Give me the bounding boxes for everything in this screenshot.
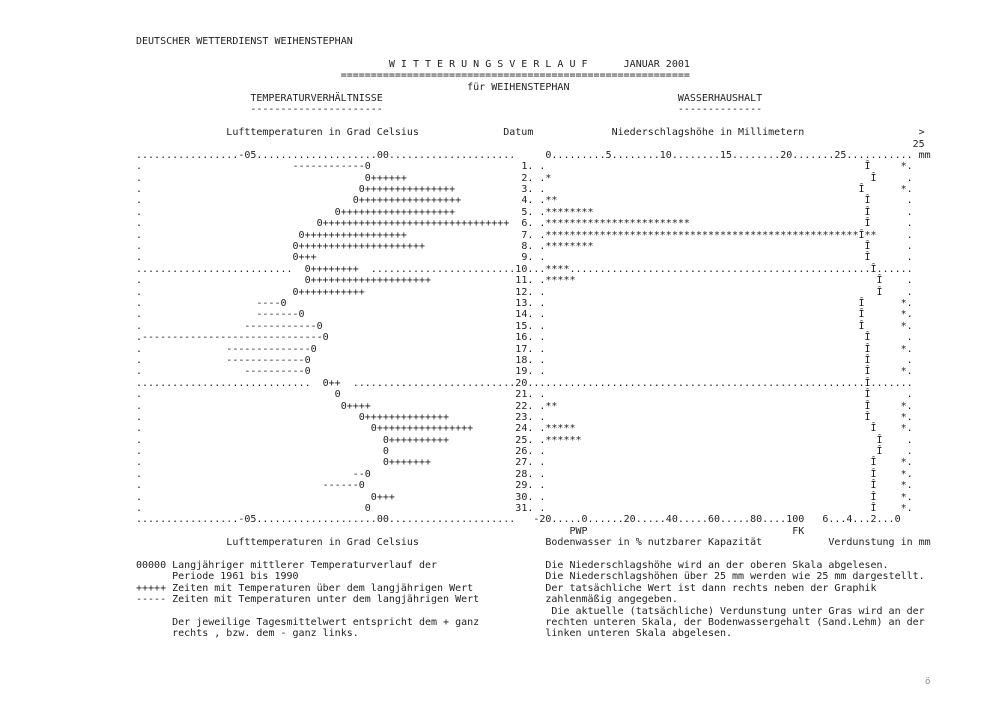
day-row-30: . 0+++ 30. . Î *. [136, 491, 913, 503]
day-row-17: . --------------0 17. . Î *. [136, 343, 913, 355]
chart-days [136, 161, 913, 514]
precip-axis-label: Niederschlagshöhe in Millimetern [611, 127, 805, 139]
day-row-16: .------------------------------0 16. . Î . [136, 332, 913, 344]
temp-scale-top: .................-05....................00..................... [136, 149, 516, 161]
day-row-27: . 0+++++++ 27. . Î *. [136, 457, 913, 469]
day-row-26: . 0 26. . Î . [136, 446, 913, 458]
header-line-title [136, 59, 913, 70]
day-row-3: . 0+++++++++++++++ 3. . Î *. [136, 184, 913, 196]
header-line-location [136, 82, 913, 93]
note-line-5: Die aktuelle (tatsächliche) Verdunstung unter Gras wird an der [545, 605, 925, 617]
note-line-1: Die Niederschlagshöhe wird an der oberen Skala abgelesen. [545, 559, 889, 571]
blank-line [136, 47, 913, 58]
day-row-10: .......................... 0++++++++ ........................10...****..................................................Î...... [136, 263, 913, 275]
precip-scale-top: 0.........5........10........15........20.......25........... mm [545, 149, 931, 161]
day-row-12: . 0+++++++++++ 12. . Î . [136, 286, 913, 298]
footer-line-6 [136, 616, 925, 628]
day-row-24: . 0++++++++++++++++ 24. .***** Î *. [136, 423, 913, 435]
day-row-8: . 0+++++++++++++++++++++ 8. .******** Î . [136, 241, 913, 253]
blank-line [136, 116, 913, 127]
title-rule: ========================================================== [340, 70, 690, 82]
day-row-9: . 0+++ 9. . Î . [136, 252, 913, 264]
day-row-4: . 0+++++++++++++++++ 4. .** Î . [136, 195, 913, 207]
day-row-23: . 0++++++++++++++ 23. . Î *. [136, 411, 913, 423]
day-row-20: ............................. 0++ ...........................20........................................................Î....... [136, 377, 913, 389]
note-line-3: Der tatsächliche Wert ist dann rechts neben der Graphik [545, 582, 877, 594]
fk-label: FK [792, 525, 805, 537]
header-line-agency [136, 36, 913, 47]
footer-line-3 [136, 583, 913, 594]
section-rules-line [136, 104, 913, 115]
day-row-18: . -------------0 18. . Î . [136, 354, 913, 366]
day-row-7: . 0+++++++++++++++++ 7. .****************************************************Î** . [136, 229, 913, 241]
day-row-21: . 0 21. . Î . [136, 389, 913, 401]
legend-line-2: Periode 1961 bis 1990 [136, 571, 299, 583]
datum-label: Datum [503, 127, 534, 139]
soil-axis-caption: Bodenwasser in % nutzbarer Kapazität [545, 537, 763, 549]
report-location: für WEIHENSTEPHAN [467, 81, 570, 93]
pwp-label: PWP [569, 525, 588, 537]
footer-line-1 [136, 560, 913, 571]
section-title-water: WASSERHAUSHALT [677, 92, 763, 104]
temp-axis-label: Lufttemperaturen in Grad Celsius [226, 127, 419, 139]
legend-line-4: ----- Zeiten mit Temperaturen unter dem langjährigen Wert [136, 594, 480, 606]
bottom-scale-line [136, 514, 913, 525]
day-row-2: . 0++++++ 2. .* Î . [136, 172, 913, 184]
section-temp-rule: ---------------------- [250, 104, 383, 116]
day-row-19: . ----------0 19. . Î *. [136, 366, 913, 378]
overflow-value-line [136, 138, 925, 150]
pwp-fk-line [136, 526, 913, 537]
agency-title: DEUTSCHER WETTERDIENST WEIHENSTEPHAN [136, 36, 353, 47]
note-line-4: zahlenmäßig angegeben. [545, 594, 678, 606]
footer-line-7 [136, 628, 913, 639]
print-artifact: ö [925, 677, 931, 687]
day-row-28: . --0 28. . Î *. [136, 468, 913, 480]
day-row-31: . 0 31. . Î *. [136, 503, 913, 515]
evap-axis-caption: Verdunstung in mm [828, 537, 931, 549]
footer-line-4 [136, 594, 913, 605]
day-row-1: . ------------0 1. . Î *. [136, 161, 913, 173]
header-line-rule [136, 70, 913, 81]
note-line-6: rechten unteren Skala, der Bodenwassergehalt (Sand.Lehm) an der [545, 616, 925, 628]
blank-line [136, 549, 913, 560]
day-row-29: . ------0 29. . Î *. [136, 480, 913, 492]
report-period: JANUAR 2001 [623, 58, 690, 70]
temp-scale-bottom: .................-05....................00..................... [136, 514, 516, 526]
soil-evap-scale: -20.....0......20.....40.....60.....80....100 6...4...2...0 [533, 514, 901, 526]
overflow-value: 25 [912, 138, 925, 150]
day-row-13: . ----0 13. . Î *. [136, 297, 913, 309]
section-titles-line [136, 93, 913, 104]
day-row-14: . -------0 14. . Î *. [136, 309, 913, 321]
footer-line-5 [136, 605, 925, 617]
legend-line-7: rechts , bzw. dem - ganz links. [136, 628, 359, 640]
note-line-7: linken unteren Skala abgelesen. [545, 628, 733, 640]
top-scale-line [136, 149, 931, 161]
footer-line-2 [136, 571, 925, 583]
day-row-15: . ------------0 15. . Î *. [136, 320, 913, 332]
day-row-22: . 0++++ 22. .** Î *. [136, 400, 913, 412]
legend-line-3: +++++ Zeiten mit Temperaturen über dem langjährigen Wert [136, 582, 474, 594]
note-line-2: Die Niederschlagshöhen über 25 mm werden wie 25 mm dargestellt. [545, 571, 925, 583]
temp-axis-caption: Lufttemperaturen in Grad Celsius [226, 537, 419, 549]
section-water-rule: -------------- [677, 104, 763, 116]
legend-line-1: 00000 Langjähriger mittlerer Temperaturverlauf der [136, 559, 438, 571]
section-title-temperature: TEMPERATURVERHÄLTNISSE [250, 92, 383, 104]
day-row-6: . 0+++++++++++++++++++++++++++++++ 6. .************************ Î . [136, 218, 913, 230]
day-row-11: . 0++++++++++++++++++++ 11. .***** Î . [136, 275, 913, 287]
axis-captions-line [136, 537, 931, 549]
report-title: W I T T E R U N G S V E R L A U F [388, 58, 588, 70]
overflow-gt-label: > [918, 127, 925, 139]
day-row-25: . 0++++++++++ 25. .****** Î . [136, 434, 913, 446]
legend-line-6: Der jeweilige Tagesmittelwert entspricht dem + ganz [136, 616, 480, 628]
day-row-5: . 0+++++++++++++++++++ 5. .******** Î . [136, 206, 913, 218]
column-headers-line [136, 127, 925, 139]
weather-report-page [136, 36, 931, 640]
